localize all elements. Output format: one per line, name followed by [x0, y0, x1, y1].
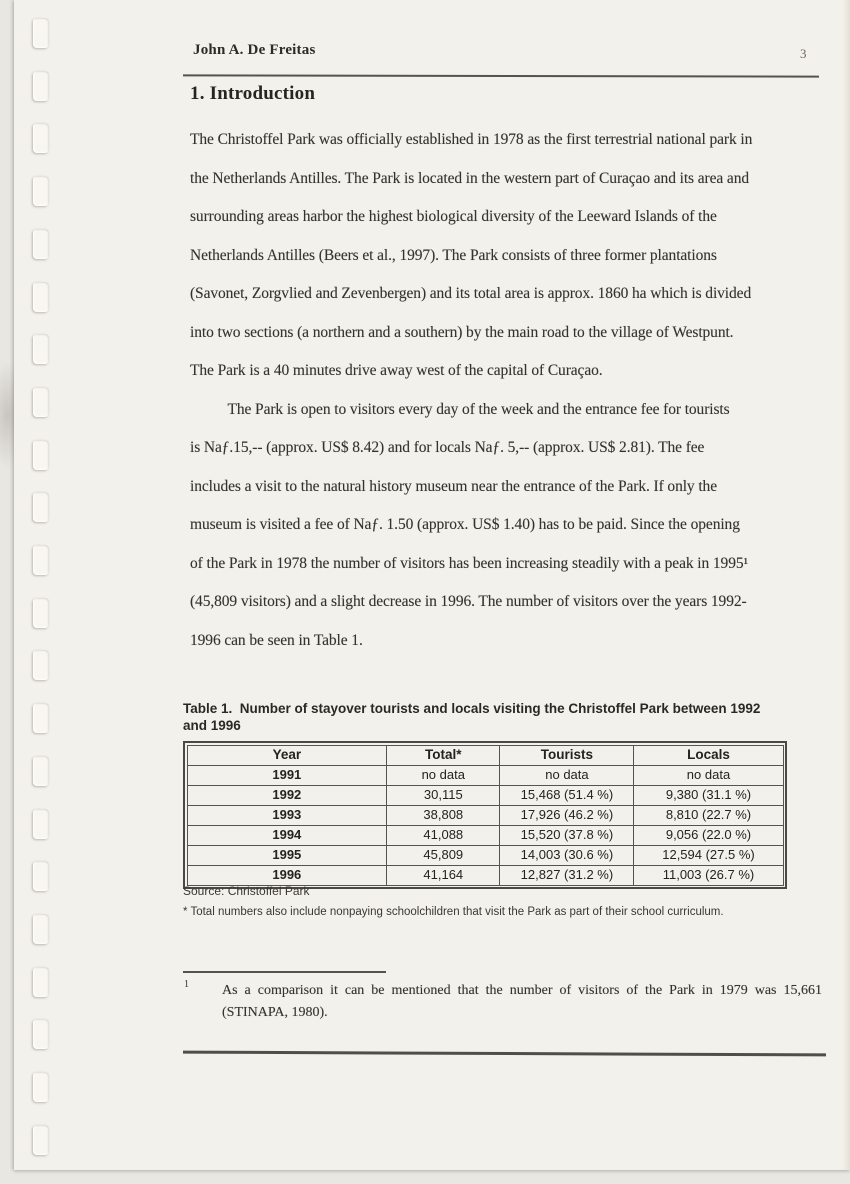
text-line: surrounding areas harbor the highest biological diversity of the Leeward Islands of the: [190, 208, 717, 225]
binding-hole: [33, 71, 49, 101]
caption-line: and 1996: [183, 718, 241, 733]
binding-hole: [33, 598, 49, 628]
footnote-line: As a comparison it can be mentioned that the number of visitors of the Park in 1979 was 15,661: [222, 983, 822, 998]
binding-hole: [33, 492, 49, 522]
cell-locals: 8,810 (22.7 %): [634, 805, 783, 825]
binding-hole: [33, 1072, 49, 1102]
caption-line: Table 1. Number of stayover tourists and locals visiting the Christoffel Park between 1992: [183, 701, 761, 716]
binding-hole: [33, 18, 49, 48]
table-row: [187, 825, 783, 845]
cell-year: 1995: [187, 845, 387, 865]
cell-year: 1992: [187, 785, 387, 805]
table-row: [187, 805, 783, 825]
footnote-text: [222, 980, 822, 1023]
table-source: Source: Christoffel Park: [183, 884, 310, 898]
binding-hole: [33, 756, 49, 786]
cell-tourists: 17,926 (46.2 %): [500, 805, 634, 825]
text-line: The Christoffel Park was officially established in 1978 as the first terrestrial national park in: [190, 131, 753, 148]
page-number: 3: [800, 46, 807, 61]
table-row: [187, 785, 783, 805]
table-row: [187, 765, 783, 785]
cell-locals: 9,380 (31.1 %): [634, 785, 783, 805]
footnote-separator-rule: [183, 971, 386, 973]
text-line: includes a visit to the natural history museum near the entrance of the Park. If only the: [190, 477, 717, 495]
text-line: 1996 can be seen in Table 1.: [190, 631, 363, 649]
cell-tourists: 14,003 (30.6 %): [500, 845, 634, 865]
table-footnote: * Total numbers also include nonpaying schoolchildren that visit the Park as part of their school curriculum.: [183, 906, 724, 918]
binding-hole: [33, 229, 49, 259]
section-title: 1. Introduction: [190, 83, 316, 104]
cell-locals: 12,594 (27.5 %): [634, 845, 783, 865]
cell-total: 30,115: [387, 785, 500, 805]
binding-hole: [33, 123, 49, 153]
text-line: Netherlands Antilles (Beers et al., 1997). The Park consists of three former plantations: [190, 246, 717, 264]
text-line: The Park is open to visitors every day of the week and the entrance fee for tourists: [190, 400, 730, 418]
paragraph-2: [190, 391, 838, 661]
binding-hole: [33, 703, 49, 733]
document-page: [14, 0, 850, 1170]
text-line: into two sections (a northern and a southern) by the main road to the village of Westpunt.: [190, 323, 734, 341]
table-caption: [183, 700, 823, 734]
binding-hole: [33, 914, 49, 944]
visitors-table: [187, 745, 784, 886]
binding-hole: [33, 387, 49, 417]
cell-total: 38,808: [387, 805, 500, 825]
binding-hole: [33, 967, 49, 997]
paragraph-1: [190, 121, 838, 391]
binding-hole: [33, 440, 49, 470]
cell-year: 1996: [187, 865, 387, 885]
text-line: the Netherlands Antilles. The Park is located in the western part of Curaçao and its area and: [190, 169, 749, 187]
visitors-table-frame: [183, 741, 787, 889]
cell-year: 1991: [187, 765, 387, 785]
table-row: [187, 845, 783, 865]
footnote-marker: 1: [184, 979, 189, 990]
text-line: museum is visited a fee of Naƒ. 1.50 (approx. US$ 1.40) has to be paid. Since the opening: [190, 516, 740, 533]
cell-total: 41,088: [387, 825, 500, 845]
text-line: of the Park in 1978 the number of visitors has been increasing steadily with a peak in 1995¹: [190, 554, 749, 572]
body-text: [190, 121, 838, 660]
cell-tourists: no data: [500, 765, 634, 785]
cell-total: 45,809: [387, 845, 500, 865]
binding-hole: [33, 282, 49, 312]
header-rule: [183, 74, 819, 77]
table-body: [187, 765, 783, 885]
binding-hole: [33, 1019, 49, 1049]
footer-rule: [183, 1051, 826, 1056]
footnote-line: (STINAPA, 1980).: [222, 1004, 328, 1020]
text-line: (45,809 visitors) and a slight decrease in 1996. The number of visitors over the years 1992-: [190, 593, 747, 610]
binding-hole: [33, 1125, 49, 1155]
text-line: (Savonet, Zorgvlied and Zevenbergen) and its total area is approx. 1860 ha which is divided: [190, 285, 752, 302]
column-header: Total*: [387, 745, 500, 765]
column-header: Tourists: [500, 745, 634, 765]
cell-total: 41,164: [387, 865, 500, 885]
binding-hole: [33, 176, 49, 206]
binding-hole: [33, 861, 49, 891]
cell-tourists: 12,827 (31.2 %): [500, 865, 634, 885]
binding-hole: [33, 334, 49, 364]
cell-locals: 9,056 (22.0 %): [634, 825, 783, 845]
cell-total: no data: [387, 765, 500, 785]
cell-locals: 11,003 (26.7 %): [634, 865, 783, 885]
column-header: Locals: [634, 745, 783, 765]
cell-locals: no data: [634, 765, 783, 785]
header-author: John A. De Freitas: [193, 42, 316, 58]
binding-hole: [33, 545, 49, 575]
cell-tourists: 15,468 (51.4 %): [500, 785, 634, 805]
column-header: Year: [187, 745, 387, 765]
text-line: The Park is a 40 minutes drive away west of the capital of Curaçao.: [190, 362, 603, 379]
table-row: [187, 865, 783, 885]
table-header-row: [187, 745, 783, 765]
binding-hole: [33, 650, 49, 680]
cell-tourists: 15,520 (37.8 %): [500, 825, 634, 845]
cell-year: 1994: [187, 825, 387, 845]
text-line: is Naƒ.15,-- (approx. US$ 8.42) and for locals Naƒ. 5,-- (approx. US$ 2.81). The fee: [190, 439, 705, 456]
cell-year: 1993: [187, 805, 387, 825]
binding-hole: [33, 809, 49, 839]
